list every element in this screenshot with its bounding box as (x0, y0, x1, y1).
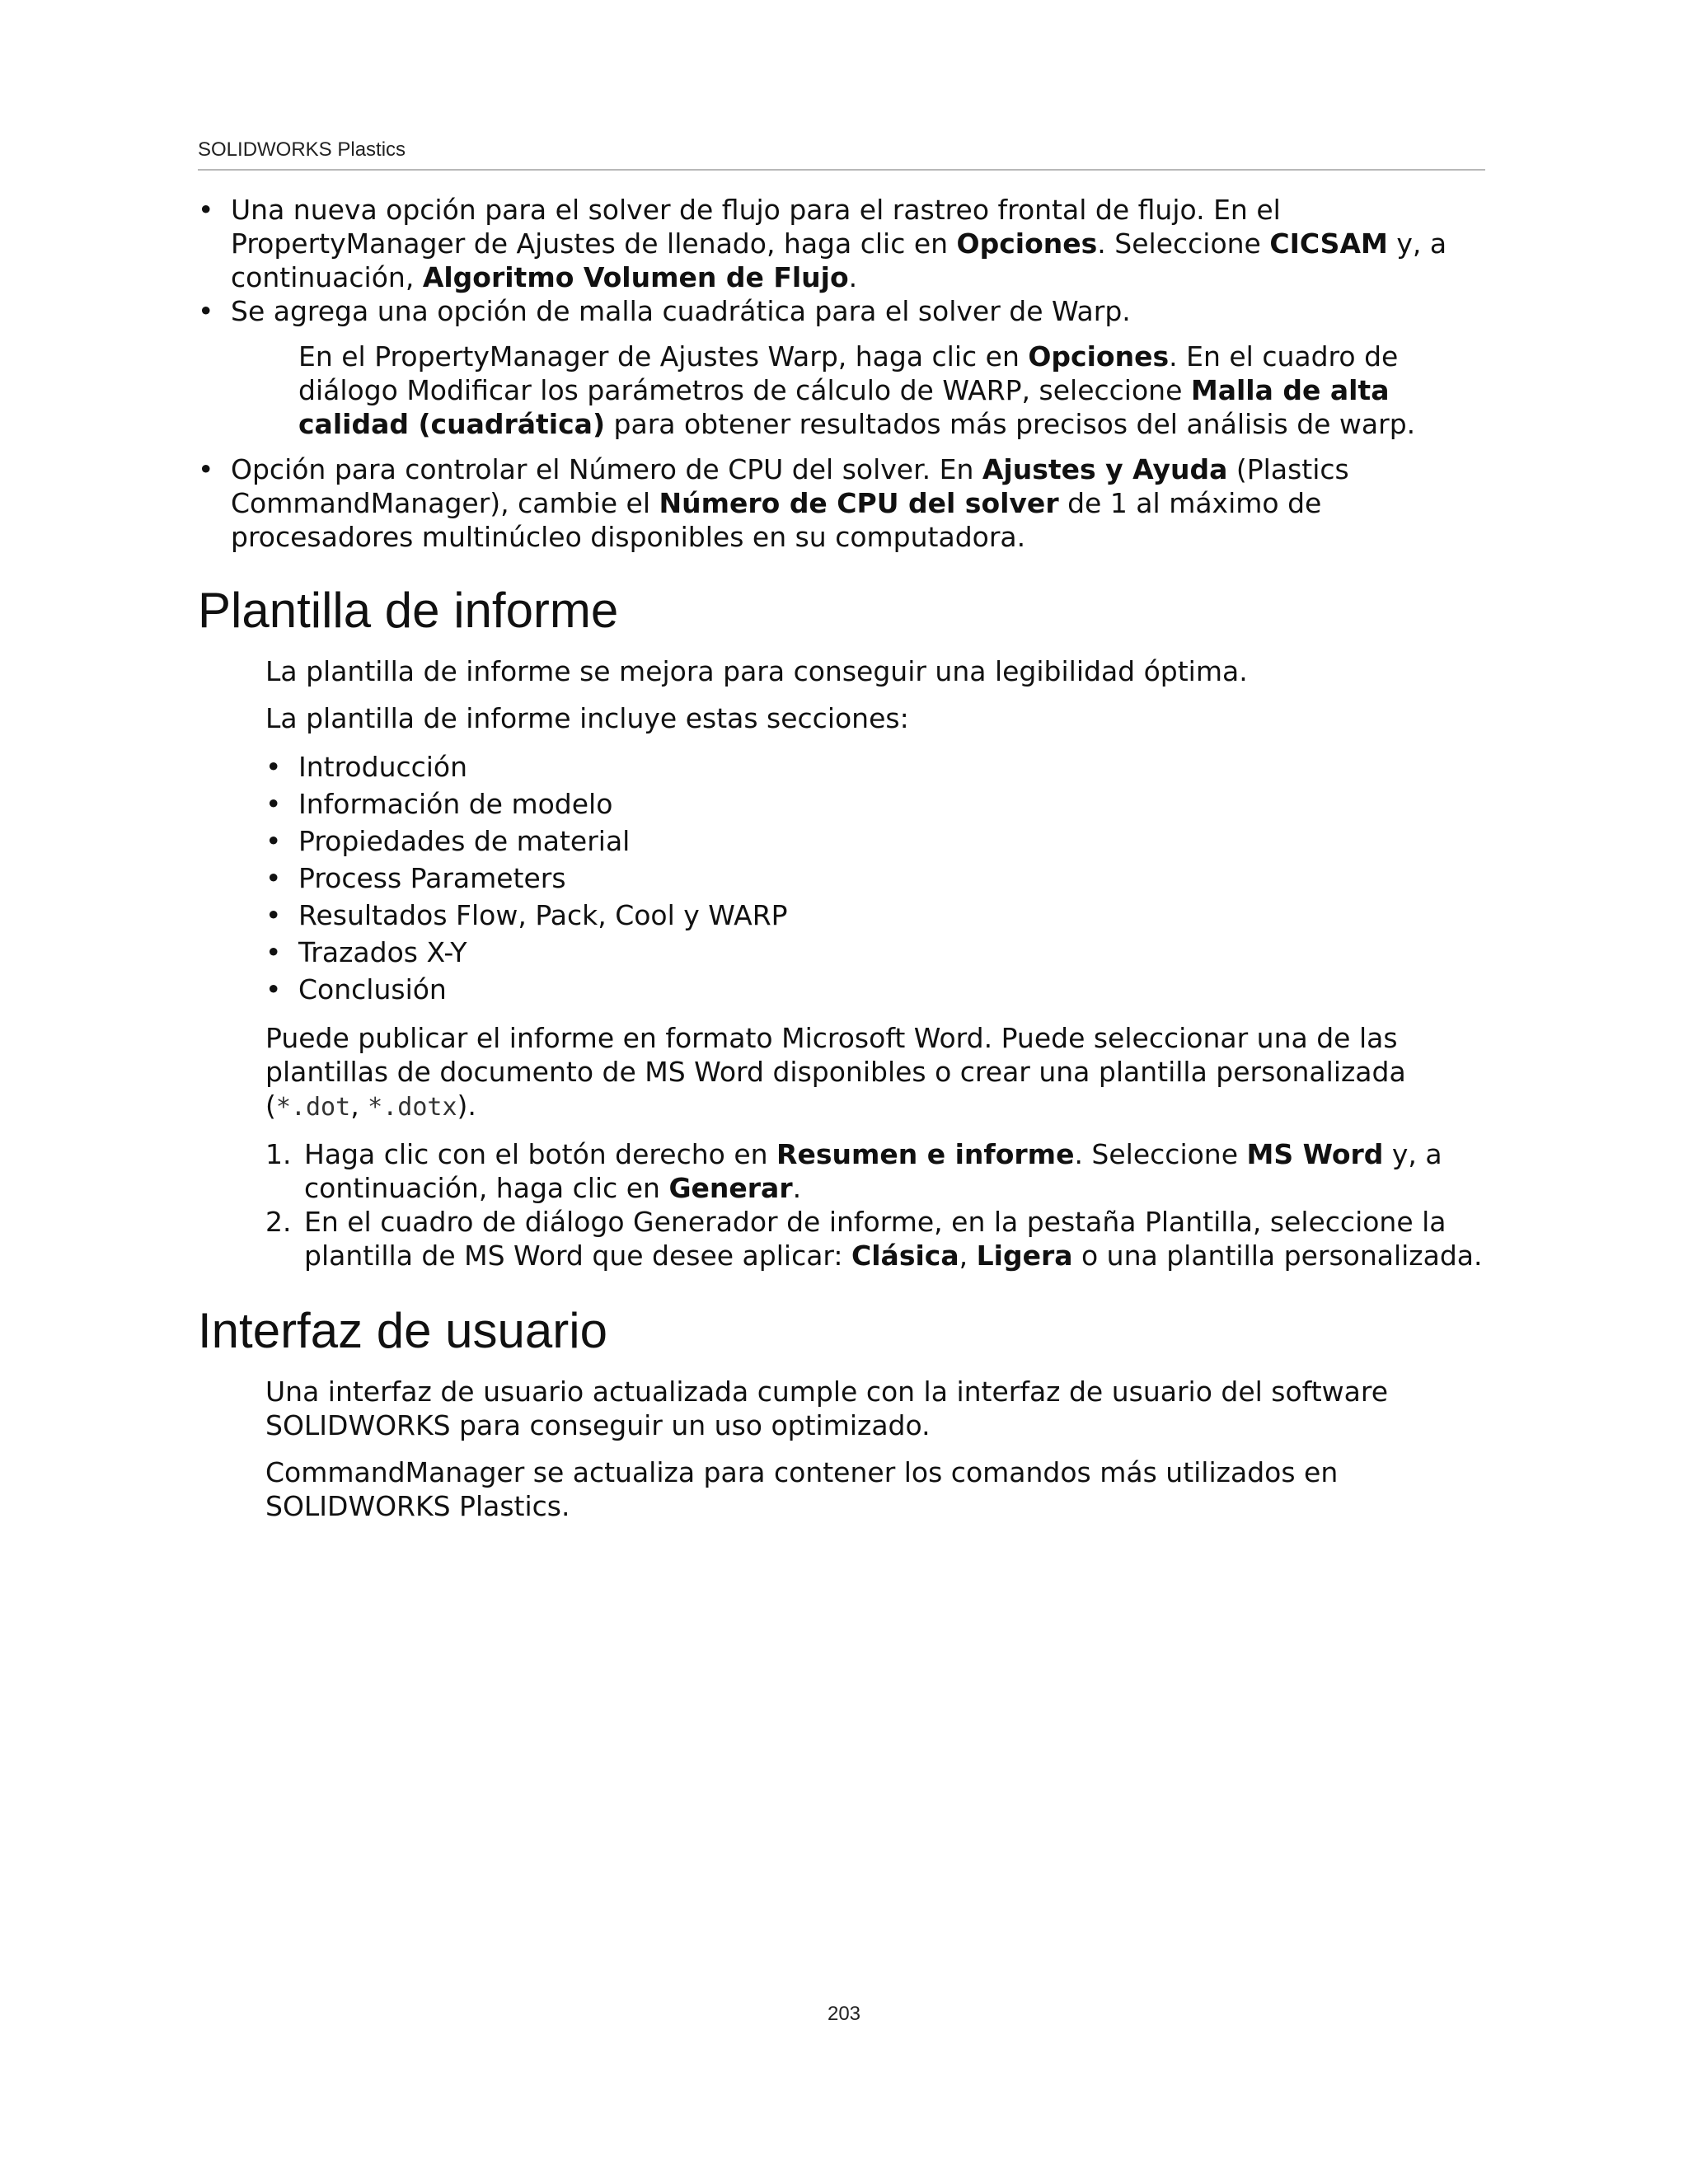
cpu-bullet-list (198, 452, 1485, 554)
header-rule (198, 169, 1485, 171)
step-item-template: 2. En el cuadro de diálogo Generador de informe, en la pestaña Plantilla, seleccione la plantilla de MS Word que desee aplicar: Clásica, Ligera o una plantilla personalizada. (265, 1206, 1483, 1272)
report-sections-list (265, 748, 1485, 1008)
report-steps-list (265, 1137, 1485, 1272)
list-item: • Información de modelo (265, 785, 1485, 823)
list-item: • Introducción (265, 748, 1485, 785)
page-content (198, 188, 1485, 1536)
running-header: SOLIDWORKS Plastics (198, 138, 406, 161)
section-title-report-template: Plantilla de informe (198, 583, 619, 638)
step-item-generate: 1. Haga clic con el botón derecho en Resumen e informe. Seleccione MS Word y, a continuación, haga clic en Generar. (265, 1138, 1442, 1204)
bullet-item-cpu-count: • Opción para controlar el Número de CPU del solver. En Ajustes y Ayuda (Plastics CommandManager), cambie el Número de CPU del solver de 1 al máximo de procesadores multinúcleo disponibles en su computadora. (198, 452, 1485, 554)
user-interface-body (265, 1375, 1485, 1523)
solver-bullet-list (198, 193, 1485, 328)
report-intro-paragraph: La plantilla de informe se mejora para conseguir una legibilidad óptima. (265, 655, 1248, 687)
list-item: • Process Parameters (265, 860, 1485, 897)
ui-paragraph-2: CommandManager se actualiza para contener los comandos más utilizados en SOLIDWORKS Plastics. (265, 1456, 1339, 1522)
ms-word-paragraph: Puede publicar el informe en formato Microsoft Word. Puede seleccionar una de las plantillas de documento de MS Word disponibles o crear una plantilla personalizada (*.dot, *.dotx). (265, 1022, 1406, 1122)
list-item: • Propiedades de material (265, 823, 1485, 860)
report-template-body (265, 654, 1485, 1272)
bullet-item-warp-mesh: • Se agrega una opción de malla cuadrática para el solver de Warp. (198, 294, 1485, 328)
bullet-item-flow-solver: • Una nueva opción para el solver de flujo para el rastreo frontal de flujo. En el PropertyManager de Ajustes de llenado, haga clic en Opciones. Seleccione CICSAM y, a continuación, Algoritmo Volumen de Flujo. (198, 193, 1485, 294)
report-sections-intro: La plantilla de informe incluye estas secciones: (265, 702, 909, 734)
list-item: • Resultados Flow, Pack, Cool y WARP (265, 897, 1485, 934)
ui-paragraph-1: Una interfaz de usuario actualizada cumple con la interfaz de usuario del software SOLIDWORKS para conseguir un uso optimizado. (265, 1376, 1389, 1441)
page-number: 203 (827, 2003, 861, 2025)
list-item: • Conclusión (265, 971, 1485, 1008)
warp-options-paragraph: En el PropertyManager de Ajustes Warp, haga clic en Opciones. En el cuadro de diálogo Modificar los parámetros de cálculo de WARP, seleccione Malla de alta calidad (cuadrática) para obtener resultados más precisos del análisis de warp. (298, 340, 1416, 440)
list-item: • Trazados X-Y (265, 934, 1485, 971)
section-title-user-interface: Interfaz de usuario (198, 1303, 607, 1358)
